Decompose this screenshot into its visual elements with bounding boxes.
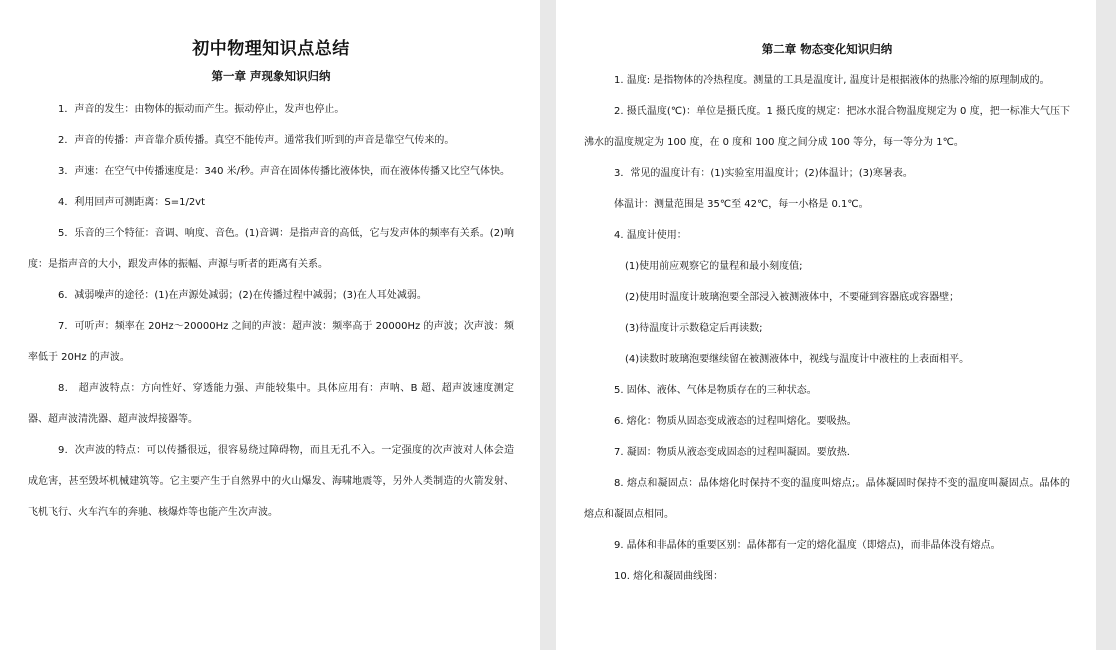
paragraph-melting-point: 8. 熔点和凝固点：晶体熔化时保持不变的温度叫熔点;。晶体凝固时保持不变的温度叫凝固点。晶体的熔点和凝固点相同。 (584, 478, 1070, 520)
paragraph-noise-reduction: 6．减弱噪声的途径：(1)在声源处减弱；(2)在传播过程中减弱；(3)在人耳处减弱。 (58, 290, 427, 301)
paragraph-sound-propagation: 2．声音的传播：声音靠介质传播。真空不能传声。通常我们听到的声音是靠空气传来的。 (58, 135, 455, 146)
chapter-2-title: 第二章 物态变化知识归纳 (761, 42, 893, 56)
paragraph-states-of-matter: 5. 固体、液体、气体是物质存在的三种状态。 (614, 385, 817, 396)
paragraph-melting-curve: 10. 熔化和凝固曲线图： (614, 571, 724, 582)
paragraph-thermometer-usage: 4. 温度计使用： (614, 230, 687, 241)
paragraph-infrasound: 9．次声波的特点：可以传播很远，很容易绕过障碍物，而且无孔不入。一定强度的次声波对人体会造成危害，甚至毁坏机械建筑等。它主要产生于自然界中的火山爆发、海啸地震等，另外人类制造的火箭发射、飞机飞行、火车汽车的奔驰、核爆炸等也能产生次声波。 (28, 445, 514, 518)
paragraph-melting: 6. 熔化：物质从固态变成液态的过程叫熔化。要吸热。 (614, 416, 857, 427)
list-item-usage-4: (4)读数时玻璃泡要继续留在被测液体中，视线与温度计中液柱的上表面相平。 (625, 354, 970, 365)
paragraph-audible-sound: 7．可听声：频率在 20Hz～20000Hz 之间的声波：超声波：频率高于 20000Hz 的声波；次声波：频率低于 20Hz 的声波。 (28, 321, 514, 363)
paragraph-celsius: 2. 摄氏温度(℃)：单位是摄氏度。1 摄氏度的规定：把冰水混合物温度规定为 0 度，把一标准大气压下沸水的温度规定为 100 度，在 0 度和 100 度之间分成 100 等分，每一等分为 1℃。 (584, 106, 1070, 148)
paragraph-thermometer-types: 3．常见的温度计有：(1)实验室用温度计；(2)体温计；(3)寒暑表。 (614, 168, 913, 179)
paragraph-temperature: 1. 温度: 是指物体的冷热程度。测量的工具是温度计, 温度计是根据液体的热胀冷缩的原理制成的。 (614, 75, 1050, 86)
list-item-usage-3: (3)待温度计示数稳定后再读数; (625, 323, 763, 334)
paragraph-clinical-thermometer: 体温计：测量范围是 35℃至 42℃，每一小格是 0.1℃。 (614, 199, 869, 210)
paragraph-solidification: 7. 凝固：物质从液态变成固态的过程叫凝固。要放热. (614, 447, 850, 458)
list-item-usage-1: (1)使用前应观察它的量程和最小刻度值; (625, 261, 803, 272)
paragraph-ultrasound: 8． 超声波特点：方向性好、穿透能力强、声能较集中。具体应用有：声呐、B 超、超声波速度测定器、超声波清洗器、超声波焊接器等。 (28, 383, 514, 425)
paragraph-musical-features: 5．乐音的三个特征：音调、响度、音色。(1)音调：是指声音的高低，它与发声体的频率有关系。(2)响度：是指声音的大小，跟发声体的振幅、声源与听者的距离有关系。 (28, 228, 514, 270)
document-title: 初中物理知识点总结 (192, 39, 350, 59)
document-page-right (556, 0, 1096, 650)
document-page-left (0, 0, 540, 650)
paragraph-sound-speed: 3．声速：在空气中传播速度是：340 米/秒。声音在固体传播比液体快，而在液体传播又比空气体快。 (58, 166, 510, 177)
paragraph-echo-distance: 4．利用回声可测距离：S=1/2vt (58, 197, 206, 208)
paragraph-crystal-difference: 9. 晶体和非晶体的重要区别：晶体都有一定的熔化温度（即熔点)，而非晶体没有熔点。 (614, 540, 1001, 551)
list-item-usage-2: (2)使用时温度计玻璃泡要全部浸入被测液体中，不要碰到容器底或容器壁； (625, 292, 960, 303)
chapter-1-title: 第一章 声现象知识归纳 (211, 69, 331, 83)
paragraph-sound-origin: 1．声音的发生：由物体的振动而产生。振动停止，发声也停止。 (58, 104, 345, 115)
